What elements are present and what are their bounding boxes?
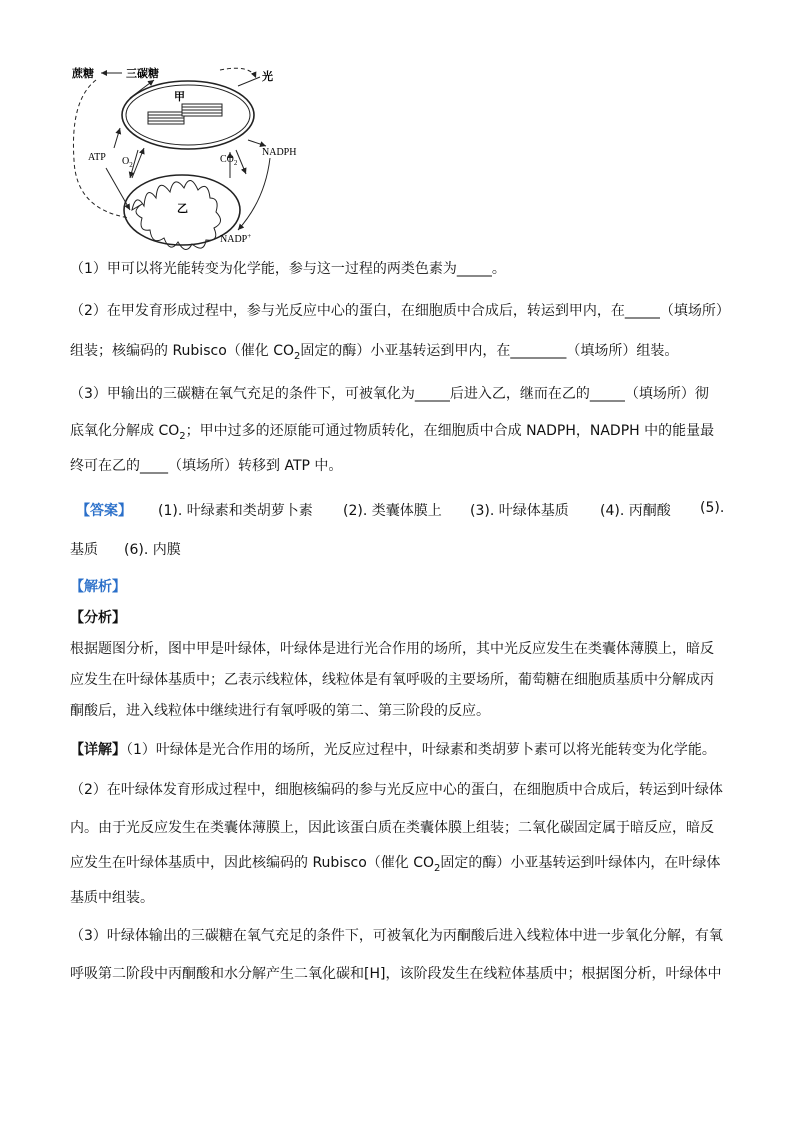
fenxi-label: 【分析】 [70, 610, 126, 626]
answer-6: (6). 内膜 [124, 542, 181, 558]
fenxi-line-2: 应发生在叶绿体基质中；乙表示线粒体，线粒体是有氧呼吸的主要场所，葡萄糖在细胞质基质中分解成丙 [70, 672, 714, 688]
answer-5: (5). [700, 500, 725, 516]
answer-2: (2). 类囊体膜上 [343, 503, 442, 519]
nadph-label: NADPH [262, 147, 297, 158]
question-3-line-2 [70, 421, 714, 447]
xj2-subscript: 2 [434, 862, 441, 874]
question-2-line-2 [70, 341, 678, 367]
answer-4: (4). 丙酮酸 [600, 503, 671, 519]
q3-text-b: ；甲中过多的还原能可通过物质转化，在细胞质中合成 NADPH，NADPH 中的能量最 [185, 423, 715, 439]
xj2-line-2: 内。由于光反应发生在类囊体薄膜上，因此该蛋白质在类囊体膜上组装；二氧化碳固定属于暗反应，暗反 [70, 820, 714, 836]
xj2-line-4: 基质中组装。 [70, 890, 154, 906]
q2-text-b: 固定的酶）小亚基转运到甲内，在________（填场所）组装。 [300, 343, 679, 359]
q2-text-a: 组装；核编码的 Rubisco（催化 CO [70, 343, 294, 359]
co2-label: $CO_2$ [220, 154, 238, 167]
nadp-label: NADP+ [220, 232, 252, 245]
answer-1: (1). 叶绿素和类胡萝卜素 [158, 503, 313, 519]
sucrose-label: 蔗糖 [72, 67, 94, 80]
analysis-label: 【解析】 [70, 579, 126, 595]
q3-subscript: 2 [179, 430, 186, 442]
xiangjie-1: （1）叶绿体是光合作用的场所，光反应过程中，叶绿素和类胡萝卜素可以将光能转变为化学能。 [126, 742, 716, 758]
xj3-line-2: 呼吸第二阶段中丙酮酸和水分解产生二氧化碳和[H]，该阶段发生在线粒体基质中；根据图分析，叶绿体中 [70, 966, 722, 982]
xj2-line-3 [70, 853, 720, 879]
answer-3: (3). 叶绿体基质 [470, 503, 569, 519]
answer-5-cont: 基质 [70, 542, 98, 558]
cristae [132, 180, 221, 249]
o2-label: $O_2$ [122, 156, 133, 169]
answer-continuation [70, 540, 181, 560]
xiangjie-line-1 [70, 740, 716, 760]
grana-stacks [148, 104, 222, 124]
question-3-line-1: （3）甲输出的三碳糖在氧气充足的条件下，可被氧化为_____后进入乙，继而在乙的_____（填场所）彻 [70, 386, 709, 402]
jia-label: 甲 [174, 90, 185, 103]
q2-subscript: 2 [294, 350, 301, 362]
fenxi-line-1: 根据题图分析，图中甲是叶绿体，叶绿体是进行光合作用的场所，其中光反应发生在类囊体薄膜上，暗反 [70, 641, 714, 657]
q3-text-a: 底氧化分解成 CO [70, 423, 180, 439]
atp-label: ATP [88, 152, 106, 163]
question-1: （1）甲可以将光能转变为化学能，参与这一过程的两类色素为_____。 [70, 261, 506, 277]
answer-label: 【答案】 [76, 503, 132, 519]
fenxi-line-3: 酮酸后，进入线粒体中继续进行有氧呼吸的第二、第三阶段的反应。 [70, 703, 490, 719]
triose-label: 三碳糖 [126, 67, 159, 80]
xj2-text-b: 固定的酶）小亚基转运到叶绿体内，在叶绿体 [440, 855, 721, 871]
xj3-line-1: （3）叶绿体输出的三碳糖在氧气充足的条件下，可被氧化为丙酮酸后进入线粒体中进一步氧化分解，有氧 [70, 928, 723, 944]
light-label: 光 [262, 70, 273, 83]
yi-label: 乙 [177, 202, 188, 215]
xiangjie-label: 【详解】 [70, 742, 126, 758]
xj2-line-1: （2）在叶绿体发育形成过程中，细胞核编码的参与光反应中心的蛋白，在细胞质中合成后，转运到叶绿体 [70, 782, 723, 798]
question-3-line-3: 终可在乙的____（填场所）转移到 ATP 中。 [70, 458, 343, 474]
question-2-line-1: （2）在甲发育形成过程中，参与光反应中心的蛋白，在细胞质中合成后，转运到甲内，在_____（填场所） [70, 303, 730, 319]
xj2-text-a: 应发生在叶绿体基质中，因此核编码的 Rubisco（催化 CO [70, 855, 434, 871]
chloroplast-mitochondria-diagram [70, 60, 310, 255]
